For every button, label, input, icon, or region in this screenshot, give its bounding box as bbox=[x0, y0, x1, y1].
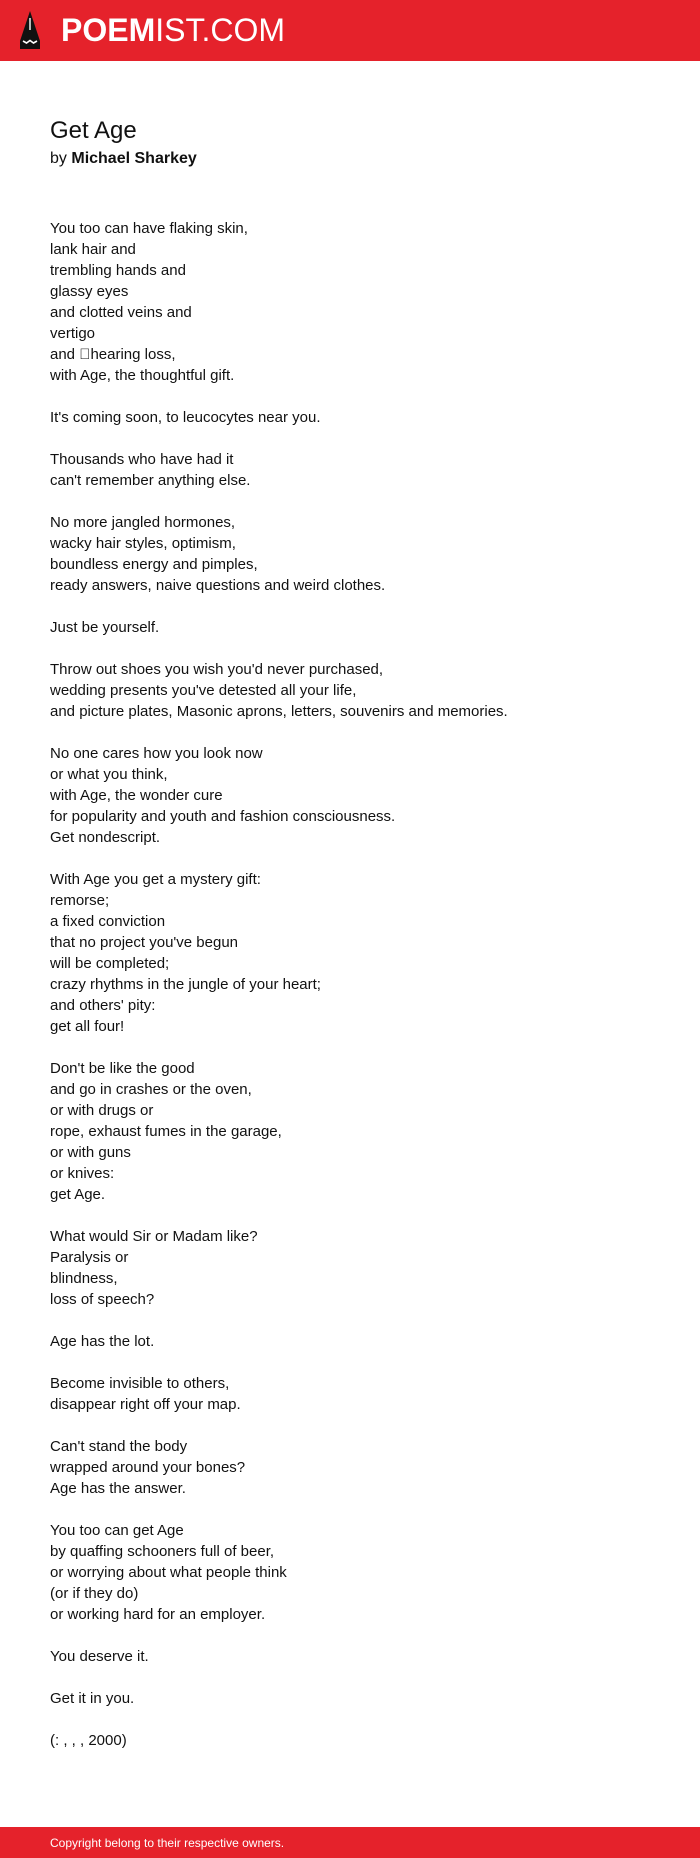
poem-line: rope, exhaust fumes in the garage, bbox=[50, 1123, 282, 1140]
poem-line: for popularity and youth and fashion consciousness. bbox=[50, 808, 396, 825]
poem-line: disappear right off your map. bbox=[50, 1396, 241, 1413]
poem-line: What would Sir or Madam like? bbox=[50, 1228, 258, 1245]
poem-line: by quaffing schooners full of beer, bbox=[50, 1543, 275, 1560]
poem-line: or knives: bbox=[50, 1165, 115, 1182]
pen-nib-icon bbox=[19, 10, 41, 50]
poem-line: Paralysis or bbox=[50, 1249, 129, 1266]
poem-line: (or if they do) bbox=[50, 1585, 139, 1602]
poem-line: a fixed conviction bbox=[50, 913, 166, 930]
byline-prefix: by bbox=[50, 150, 67, 167]
poem-line: Age has the lot. bbox=[50, 1333, 155, 1350]
poem-line: get all four! bbox=[50, 1018, 125, 1035]
poem-line: wedding presents you've detested all your life, bbox=[50, 682, 357, 699]
poem-stanza bbox=[50, 1520, 670, 1625]
poem-line: Just be yourself. bbox=[50, 619, 160, 636]
poem-line: and clotted veins and bbox=[50, 304, 192, 321]
site-footer bbox=[0, 1827, 700, 1858]
poem-line: and others' pity: bbox=[50, 997, 156, 1014]
poem-line: No one cares how you look now bbox=[50, 745, 263, 762]
poem-line: wacky hair styles, optimism, bbox=[50, 535, 236, 552]
poem-line: vertigo bbox=[50, 325, 96, 342]
poem-line: and  hearing loss, bbox=[50, 346, 176, 363]
poem-line: With Age you get a mystery gift: bbox=[50, 871, 261, 888]
poem-line: Become invisible to others, bbox=[50, 1375, 230, 1392]
poem-stanza bbox=[50, 1436, 670, 1499]
poem-stanza bbox=[50, 617, 670, 638]
poem-line: with Age, the wonder cure bbox=[50, 787, 223, 804]
poem-line: boundless energy and pimples, bbox=[50, 556, 258, 573]
poem-line: ready answers, naive questions and weird clothes. bbox=[50, 577, 386, 594]
poem-line: You too can have flaking skin, bbox=[50, 220, 248, 237]
poem-stanza bbox=[50, 869, 670, 1037]
poem-line: can't remember anything else. bbox=[50, 472, 251, 489]
site-logo-text bbox=[61, 11, 285, 49]
poem-line: crazy rhythms in the jungle of your heart; bbox=[50, 976, 321, 993]
poem-line: No more jangled hormones, bbox=[50, 514, 236, 531]
poem-stanza bbox=[50, 1730, 670, 1751]
poem-stanza bbox=[50, 743, 670, 848]
poem-line: You deserve it. bbox=[50, 1648, 149, 1665]
poem-line: (: , , , 2000) bbox=[50, 1732, 127, 1749]
logo-name-bold: POEM bbox=[61, 12, 156, 48]
poem-line: or with guns bbox=[50, 1144, 131, 1161]
poem-line: or working hard for an employer. bbox=[50, 1606, 266, 1623]
poem-line: Age has the answer. bbox=[50, 1480, 186, 1497]
poem-line: or with drugs or bbox=[50, 1102, 154, 1119]
poem-stanza bbox=[50, 1373, 670, 1415]
poem-line: or what you think, bbox=[50, 766, 168, 783]
poem-line: and picture plates, Masonic aprons, letters, souvenirs and memories. bbox=[50, 703, 508, 720]
poem-stanza bbox=[50, 218, 670, 386]
poem-line: Get nondescript. bbox=[50, 829, 161, 846]
poem-stanza bbox=[50, 1646, 670, 1667]
poem-line: blindness, bbox=[50, 1270, 118, 1287]
poem-line: Throw out shoes you wish you'd never purchased, bbox=[50, 661, 384, 678]
poem-line: with Age, the thoughtful gift. bbox=[50, 367, 235, 384]
poem-stanza bbox=[50, 1058, 670, 1205]
copyright-text: Copyright belong to their respective owners. bbox=[50, 1836, 285, 1850]
poem-line: and go in crashes or the oven, bbox=[50, 1081, 252, 1098]
logo-name-rest: IST.COM bbox=[155, 12, 286, 48]
poem-stanza bbox=[50, 449, 670, 491]
poem-line: Thousands who have had it bbox=[50, 451, 234, 468]
poem-line: Don't be like the good bbox=[50, 1060, 195, 1077]
poem-line: glassy eyes bbox=[50, 283, 129, 300]
poem-stanza bbox=[50, 512, 670, 596]
poem-line: lank hair and bbox=[50, 241, 136, 258]
poem-author: Michael Sharkey bbox=[71, 150, 197, 167]
poem-stanza bbox=[50, 1331, 670, 1352]
poem-line: get Age. bbox=[50, 1186, 106, 1203]
poem-stanza bbox=[50, 1688, 670, 1709]
poem-line: or worrying about what people think bbox=[50, 1564, 287, 1581]
site-header bbox=[0, 0, 700, 61]
poem-line: Can't stand the body bbox=[50, 1438, 188, 1455]
poem-line: You too can get Age bbox=[50, 1522, 184, 1539]
poem-stanza bbox=[50, 1226, 670, 1310]
poem-line: will be completed; bbox=[50, 955, 170, 972]
poem-stanza bbox=[50, 407, 670, 428]
poem-body bbox=[50, 218, 670, 1772]
poem-stanza bbox=[50, 659, 670, 722]
poem-line: loss of speech? bbox=[50, 1291, 155, 1308]
poem-byline bbox=[50, 148, 197, 170]
poem-line: wrapped around your bones? bbox=[50, 1459, 246, 1476]
poem-title: Get Age bbox=[50, 117, 137, 144]
poem-line: trembling hands and bbox=[50, 262, 186, 279]
poem-line: remorse; bbox=[50, 892, 110, 909]
poem-line: Get it in you. bbox=[50, 1690, 135, 1707]
poem-line: It's coming soon, to leucocytes near you. bbox=[50, 409, 321, 426]
poem-line: that no project you've begun bbox=[50, 934, 238, 951]
